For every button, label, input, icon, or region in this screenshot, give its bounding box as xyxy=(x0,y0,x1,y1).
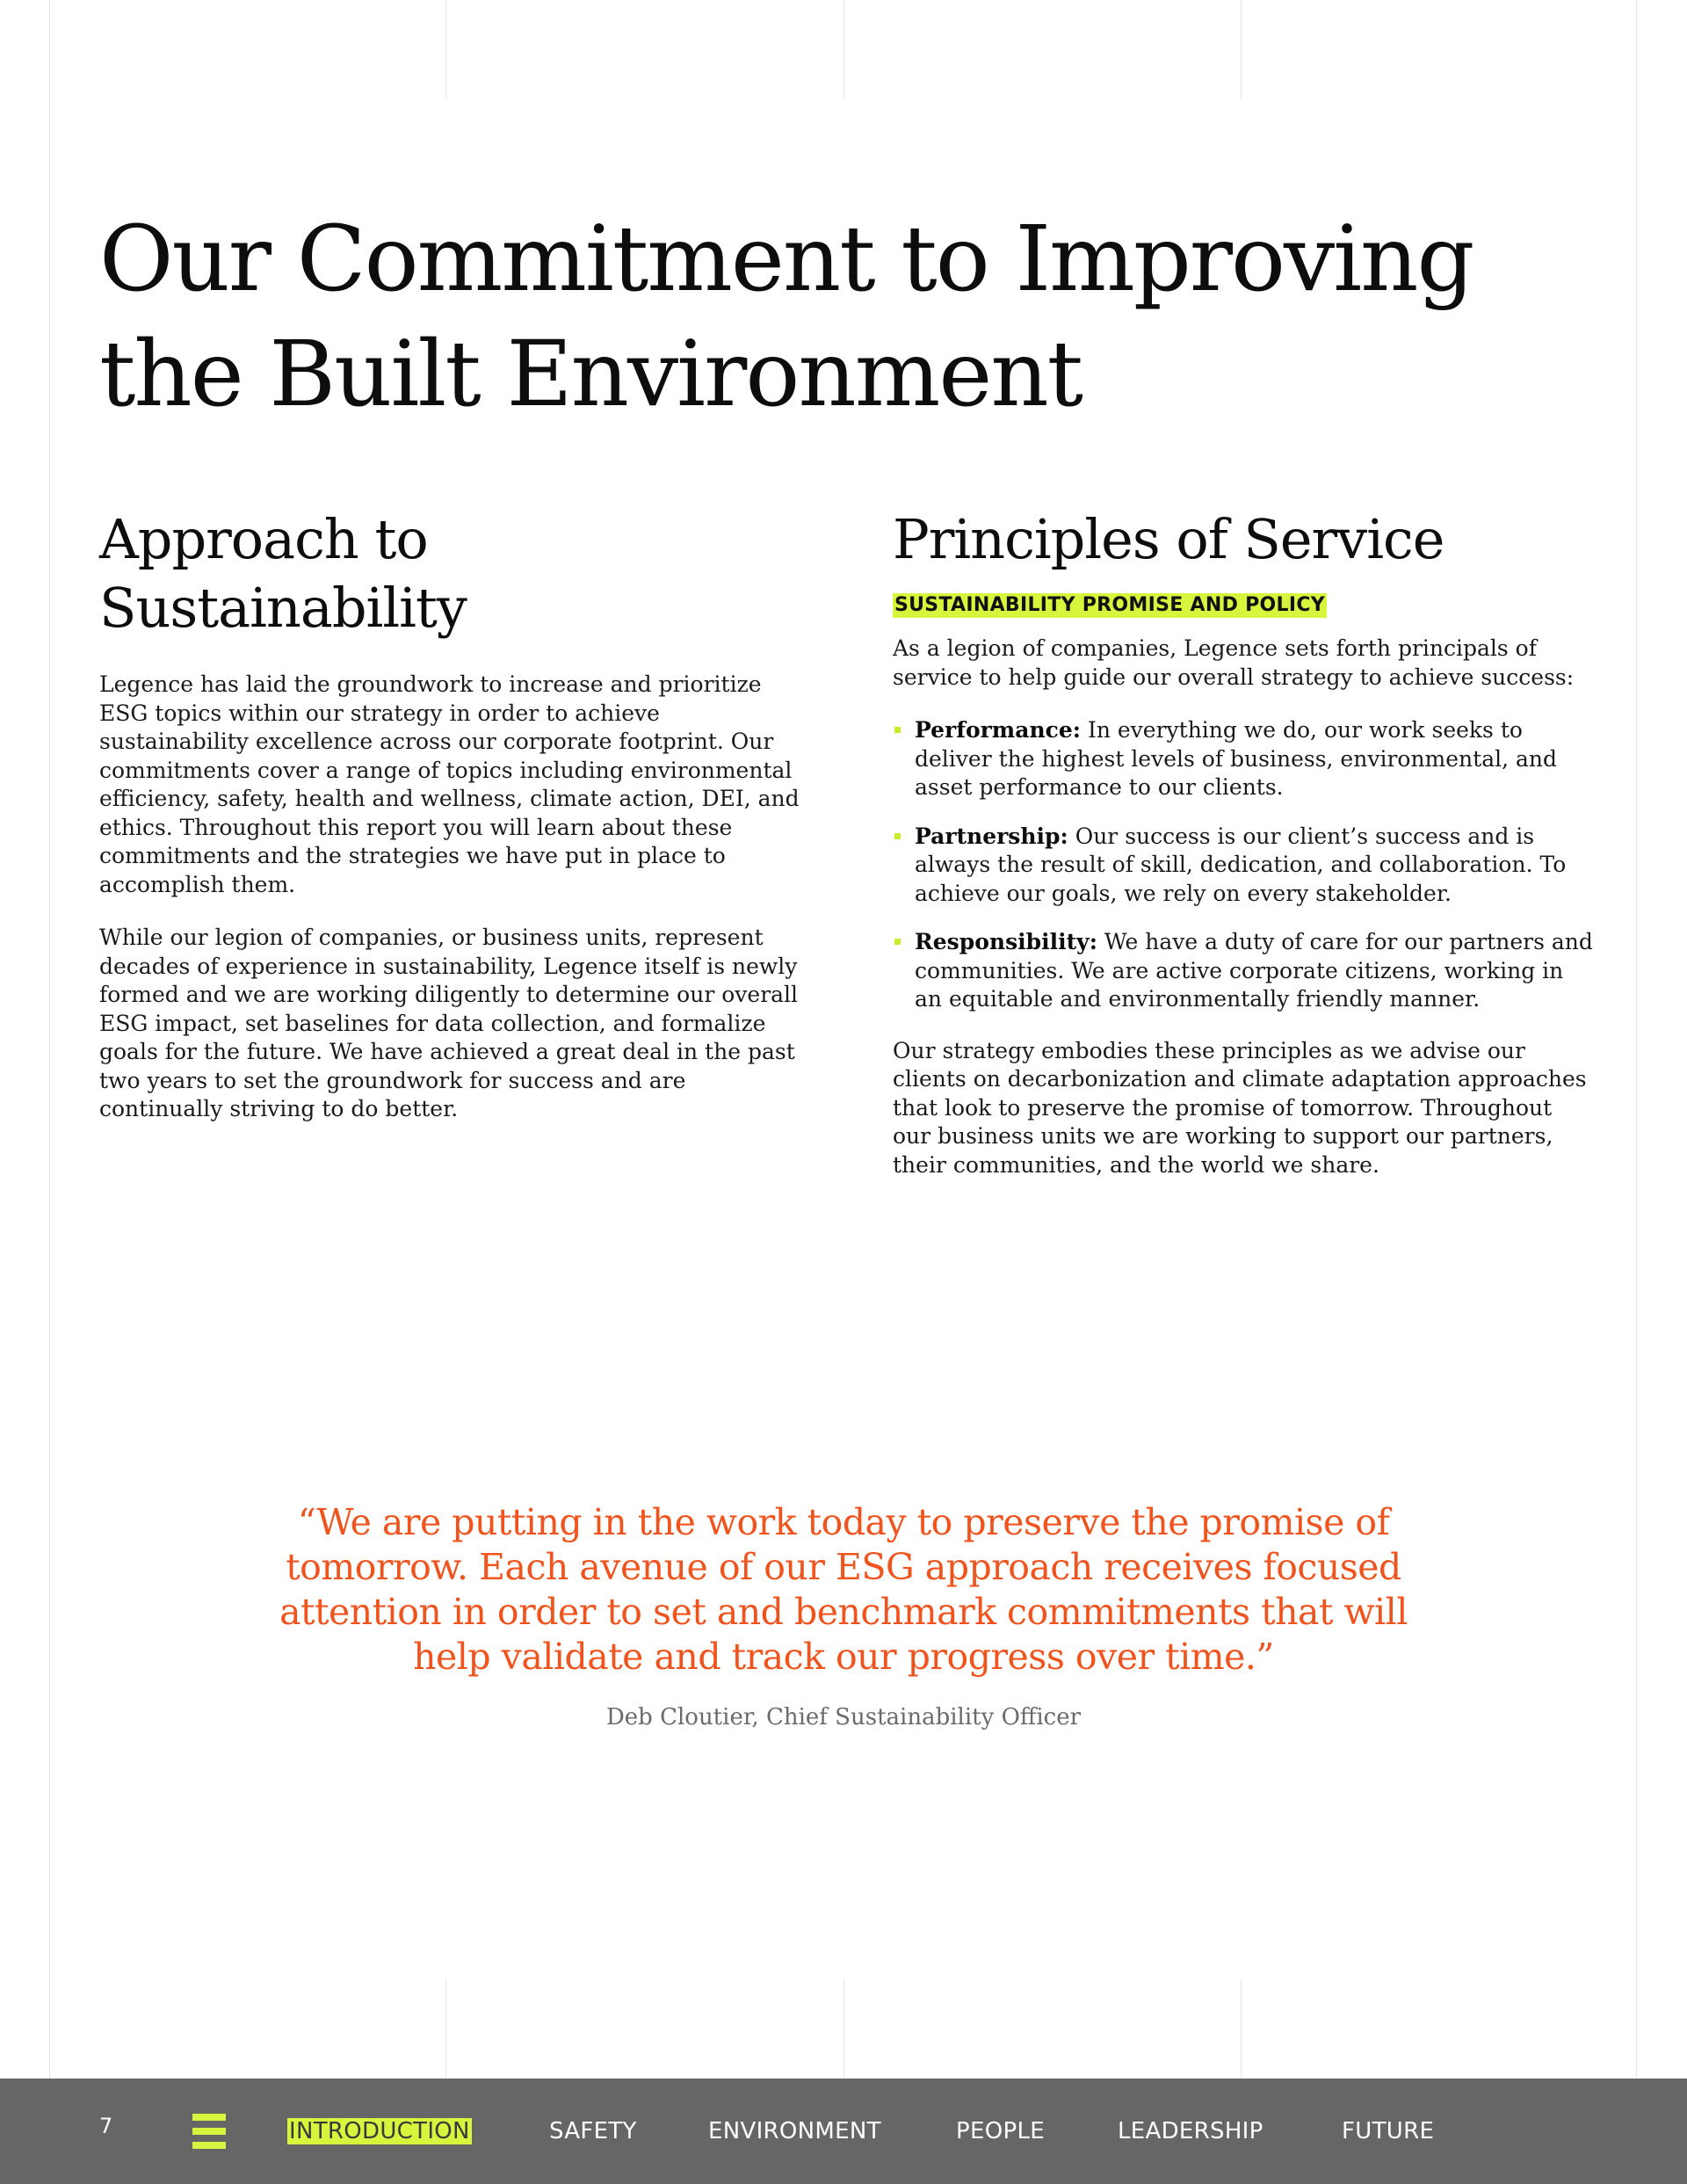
bullet-text: We have a duty of care for our partners and communities. We are active corporate citizens, working in an equitable and environmentally friendly manner. xyxy=(915,929,1593,1012)
nav-item-future[interactable]: FUTURE xyxy=(1342,2118,1435,2144)
principles-section xyxy=(893,505,1596,1179)
principles-list xyxy=(893,716,1596,1014)
bullet-text: Our success is our client’s success and is always the result of skill, dedication, and collaboration. To achieve our goals, we rely on every stakeholder. xyxy=(915,823,1567,906)
list-item xyxy=(893,928,1596,1014)
list-item xyxy=(893,823,1596,909)
square-bullet-icon xyxy=(894,727,901,733)
nav-item-leadership[interactable]: LEADERSHIP xyxy=(1118,2118,1263,2144)
principles-intro: As a legion of companies, Legence sets forth principals of service to help guide our overall strategy to achieve success: xyxy=(893,635,1575,690)
top-gridline xyxy=(445,0,446,98)
bullet-term: Responsibility: xyxy=(915,929,1097,954)
page-number: 7 xyxy=(99,2114,113,2138)
nav-item-environment[interactable]: ENVIRONMENT xyxy=(708,2118,881,2144)
bottom-gridline xyxy=(1241,1979,1242,2079)
nav-item-people[interactable]: PEOPLE xyxy=(956,2118,1045,2144)
bullet-term: Partnership: xyxy=(915,823,1068,849)
approach-section xyxy=(99,505,802,1124)
list-item xyxy=(893,716,1596,802)
quote-attribution: Deb Cloutier, Chief Sustainability Officer xyxy=(605,1704,1082,1731)
nav-item-safety[interactable]: SAFETY xyxy=(549,2118,637,2144)
square-bullet-icon xyxy=(894,833,901,839)
principles-heading: Principles of Service xyxy=(893,507,1444,571)
quote-text: “We are putting in the work today to preserve the promise of tomorrow. Each avenue of our ESG approach receives focused attention in order to set and benchmark commitments that will help validate and track our progress over time.” xyxy=(279,1501,1408,1678)
right-page-edge xyxy=(1636,0,1637,2184)
approach-paragraph: While our legion of companies, or business units, represent decades of experience in sustainability, Legence itself is newly formed and we are working diligently to determine our overall ESG impact, set baselines for data collection, and formalize goals for the future. We have achieved a great deal in the past two years to set the groundwork for success and are continually striving to do better. xyxy=(99,925,799,1121)
principles-outro: Our strategy embodies these principles as we advise our clients on decarbonization and climate adaptation approaches that look to preserve the promise of tomorrow. Throughout our business units we are working to support our partners, their communities, and the world we share. xyxy=(893,1037,1587,1178)
pull-quote xyxy=(264,1500,1423,1731)
square-bullet-icon xyxy=(894,939,901,945)
hamburger-menu-icon[interactable] xyxy=(192,2114,226,2149)
footer-nav-bar xyxy=(0,2079,1687,2184)
top-gridline xyxy=(1241,0,1242,98)
approach-heading: Approach to Sustainability xyxy=(99,507,467,640)
bullet-term: Performance: xyxy=(915,717,1081,743)
approach-paragraph: Legence has laid the groundwork to increase and prioritize ESG topics within our strategy in order to achieve sustainability excellence across our corporate footprint. Our commitments cover a range of topics including environmental efficiency, safety, health and wellness, climate action, DEI, and ethics. Throughout this report you will learn about these commitments and the strategies we have put in place to accomplish them. xyxy=(99,671,800,897)
bottom-gridline xyxy=(445,1979,446,2079)
nav-item-introduction[interactable]: INTRODUCTION xyxy=(289,2118,470,2144)
bullet-text: In everything we do, our work seeks to deliver the highest levels of business, environmental, and asset performance to our clients. xyxy=(915,717,1557,800)
section-tag: SUSTAINABILITY PROMISE AND POLICY xyxy=(894,594,1326,616)
left-page-edge xyxy=(49,0,50,2184)
page-title: Our Commitment to Improving the Built Environment xyxy=(99,207,1473,427)
